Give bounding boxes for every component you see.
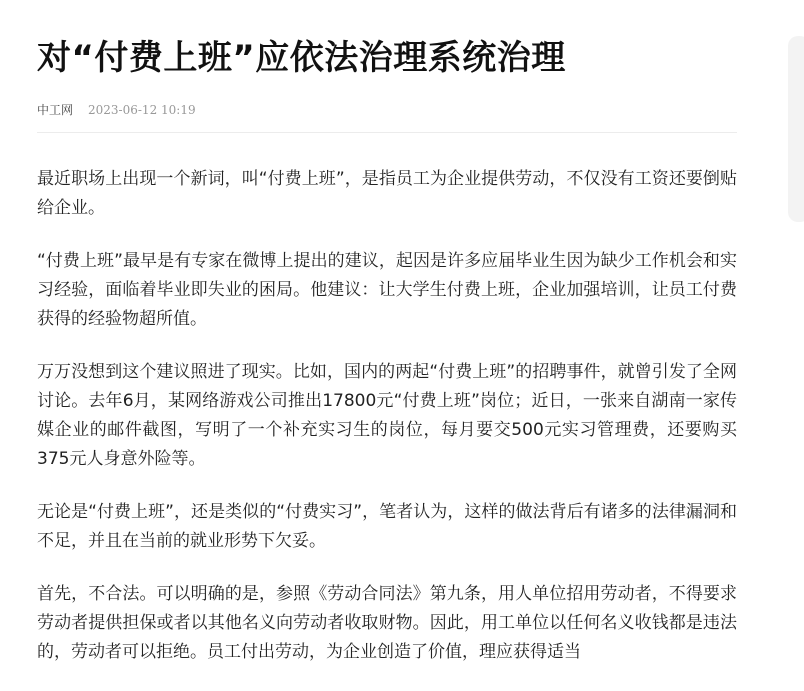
- paragraph-2: “付费上班”最早是有专家在微博上提出的建议，起因是许多应届毕业生因为缺少工作机会和实习经验，面临着毕业即失业的困局。他建议：让大学生付费上班，企业加强培训，让员工付费获得的经验物超所值。: [37, 251, 737, 329]
- paragraph-4: 无论是“付费上班”，还是类似的“付费实习”，笔者认为，这样的做法背后有诸多的法律漏洞和不足，并且在当前的就业形势下欠妥。: [37, 502, 737, 551]
- article: [37, 0, 737, 691]
- article-body: [37, 165, 737, 667]
- paragraph-5: 首先，不合法。可以明确的是，参照《劳动合同法》第九条，用人单位招用劳动者，不得要求劳动者提供担保或者以其他名义向劳动者收取财物。因此，用工单位以任何名义收钱都是违法的，劳动者可以拒绝。员工付出劳动，为企业创造了价值，理应获得适当: [37, 584, 737, 662]
- article-meta: [37, 102, 737, 133]
- article-title: 对“付费上班”应依法治理系统治理: [37, 38, 566, 78]
- paragraph-1: 最近职场上出现一个新词，叫“付费上班”，是指员工为企业提供劳动，不仅没有工资还要倒贴给企业。: [37, 169, 737, 218]
- source-label[interactable]: 中工网: [37, 103, 74, 117]
- publish-time: 2023-06-12 10:19: [88, 103, 196, 117]
- side-scroll-panel[interactable]: [788, 36, 804, 222]
- paragraph-3: 万万没想到这个建议照进了现实。比如，国内的两起“付费上班”的招聘事件，就曾引发了全网讨论。去年6月，某网络游戏公司推出17800元“付费上班”岗位；近日，一张来自湖南一家传媒企业的邮件截图，写明了一个补充实习生的岗位，每月要交500元实习管理费，还要购买375元人身意外险等。: [37, 362, 737, 469]
